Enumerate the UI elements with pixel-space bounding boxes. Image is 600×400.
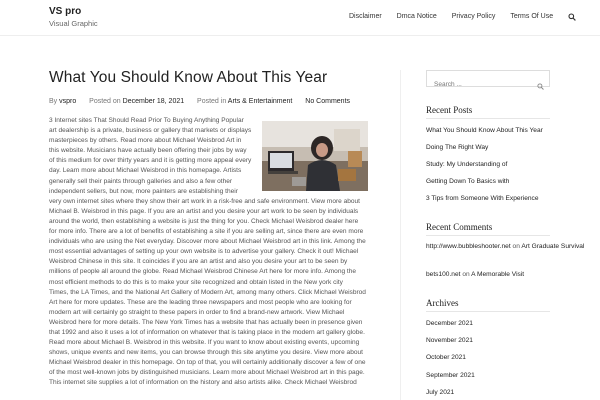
content-line: very own internet sites where they show their art work in a risk-free and safe environment. View more about — [49, 197, 360, 205]
recent-post-link[interactable]: 3 Tips from Someone With Experience — [426, 195, 539, 202]
meta-posted-on-label: Posted on — [89, 98, 121, 105]
nav-item-dmca-notice[interactable]: Dmca Notice — [396, 13, 437, 20]
content-line: that 1992 and also it uses a lot of information on whatever that is taking place in the modern art gallery globe. — [49, 328, 365, 336]
recent-post-link[interactable]: What You Should Know About This Year — [426, 127, 543, 134]
content-line: Times, the LA Times, and the National Art Gallery of Modern Art, among many others. Click Michael Weisbrod — [49, 288, 366, 296]
content-line: individuals who are using the Net everyday. Discover more about Michael Weisbrod art in this link. Among the — [49, 238, 366, 246]
content-line: Weisbrod Chinese in this site. It coincides if you are an artist and also you desire your art to be seen by — [49, 258, 348, 266]
content-line: This internet site supplies a lot of information on the history and also artists alike. Check Michael Weisbrod — [49, 379, 357, 387]
site-tagline: Visual Graphic — [49, 19, 98, 28]
comment-post-link[interactable]: Art Graduate Survival — [521, 243, 585, 250]
content-line: millions of people all around the globe. Read Michael Weisbrod Chinese Art here for more info. Among the — [49, 268, 357, 276]
archive-link[interactable]: November 2021 — [426, 337, 473, 344]
widget-divider — [426, 235, 550, 236]
content-line: around the world, then establishing a website is just the thing for you. Check Michael Weisbrod dealer here — [49, 217, 359, 225]
nav-item-disclaimer[interactable]: Disclaimer — [349, 13, 382, 20]
nav-item-terms-of-use[interactable]: Terms Of Use — [510, 13, 554, 20]
comment-author-link[interactable]: http://www.bubbleshooter.net — [426, 243, 511, 250]
content-line: Michael B. Weisbrod in this page. If you are an artist and you desire your art work to be seen by individuals — [49, 207, 359, 215]
site-branding — [49, 6, 98, 30]
content-line: masterpieces by others. Read more about Michael Weisbrod Art in — [49, 137, 242, 145]
content-line: Read more about Michael B. Weisbrod in this website. If you want to know about existing events, upcoming — [49, 339, 360, 347]
post-title: What You Should Know About This Year — [49, 69, 328, 86]
comment-post-link[interactable]: A Memorable Visit — [471, 271, 525, 278]
search-icon[interactable] — [568, 13, 576, 21]
widget-divider — [426, 311, 550, 312]
search-input[interactable] — [427, 77, 527, 92]
content-line: for more info. There are a lot of benefits of establishing a site if you are selling art, since there are even more — [49, 228, 364, 236]
content-line: 3 Internet sites That Should Read Prior To Buying Anything Popular — [49, 117, 244, 124]
meta-comments-link[interactable]: No Comments — [305, 98, 351, 105]
post-meta — [49, 97, 350, 106]
search-icon[interactable] — [537, 75, 544, 94]
sidebar-divider — [400, 70, 401, 400]
content-line: Weisbrod here for more details. The New York Times has a website that has actually been in presence given — [49, 318, 363, 326]
sidebar-search — [426, 70, 550, 87]
content-line: Michael Weisbrod dealer in this homepage. On top of that, you will certainly additionally discover a few of one — [49, 359, 366, 367]
site-title[interactable]: VS pro — [49, 6, 82, 17]
recent-post-link[interactable]: Getting Down To Basics with — [426, 178, 510, 185]
comment-on-label: on — [512, 243, 520, 250]
content-line: day. Learn more about Michael Weisbrod in this homepage. Artists — [49, 167, 242, 175]
meta-posted-in-label: Posted in — [197, 98, 227, 105]
content-line: most essential advantages of setting up your own website is to advertise your gallery. Check it out! Michael — [49, 248, 359, 256]
archive-link[interactable]: December 2021 — [426, 320, 473, 327]
content-line: this website. Musicians have actually been offering their jobs by way — [49, 147, 247, 155]
meta-date-link[interactable]: December 18, 2021 — [122, 98, 185, 105]
content-line: art dealership is a private, business or gallery that markets or displays — [49, 127, 252, 135]
archive-link[interactable]: September 2021 — [426, 372, 475, 379]
archives-title: Archives — [426, 298, 459, 308]
content-line: generally sell their paints through galleries and also a few other — [49, 177, 233, 185]
meta-category-link[interactable]: Arts & Entertainment — [227, 98, 293, 105]
recent-post-link[interactable]: Doing The Right Way — [426, 144, 489, 151]
recent-comment — [426, 270, 524, 279]
content-line: shows, unique events and new items, you can browse through this site anytime you desire. View more about — [49, 349, 363, 357]
content-line: modern art will certainly go straight to these papers in order to find a brand-new artwork. View Michael — [49, 308, 345, 316]
site-header — [0, 0, 600, 36]
recent-comment — [426, 242, 584, 251]
archive-link[interactable]: October 2021 — [426, 354, 466, 361]
post-image — [262, 121, 368, 191]
comment-author-link[interactable]: bets100.net — [426, 271, 461, 278]
meta-author-link[interactable]: vspro — [59, 98, 77, 105]
nav-item-privacy-policy[interactable]: Privacy Policy — [451, 13, 496, 20]
widget-divider — [426, 118, 550, 119]
recent-comments-title: Recent Comments — [426, 222, 493, 232]
main-nav — [349, 12, 576, 22]
content-line: of the most well-known jobs by distinguished musicians. Learn more about Michael Weisbrod art in this page. — [49, 369, 365, 377]
recent-posts-title: Recent Posts — [426, 105, 473, 115]
recent-post-link[interactable]: Study: My Understanding of — [426, 161, 508, 168]
content-line: most efficient methods to do this is to make your site recognized and obtain listed in the New york city — [49, 278, 343, 286]
content-line: of this medium for over thirty years and it is getting more appeal every — [49, 157, 252, 165]
comment-on-label: on — [462, 271, 470, 278]
meta-by-label: By — [49, 98, 58, 105]
content-line: independent sellers, but now, more painters are establishing their — [49, 187, 238, 195]
content-line: Art here for more updates. These are the leading three newspapers and most people who are looking for — [49, 298, 352, 306]
archive-link[interactable]: July 2021 — [426, 389, 455, 396]
